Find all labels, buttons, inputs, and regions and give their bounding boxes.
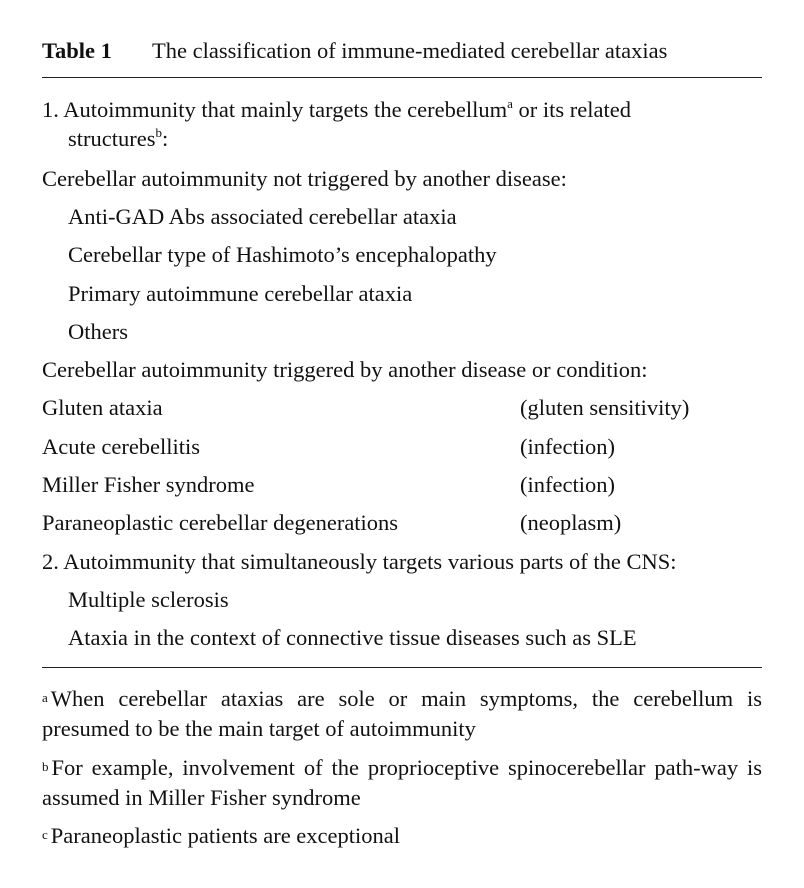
group2-row-name: Gluten ataxia (42, 395, 163, 420)
section1-text-d: : (161, 126, 169, 151)
footnote-text: For example, involvement of the proprioceptive spinocerebellar path-way is assumed in Miller Fisher syndrome (42, 755, 762, 810)
group2-row-name: Paraneoplastic cerebellar degenerations (42, 510, 399, 535)
table-number: Table 1 (42, 38, 112, 63)
section1-text-c: structures (68, 126, 156, 151)
footnote-mark: a (42, 690, 48, 705)
group1-item: Primary autoimmune cerebellar ataxia (68, 281, 413, 306)
footnote-a (42, 684, 762, 744)
footnote-text: Paraneoplastic patients are exceptional (50, 823, 401, 848)
footnote-b (42, 753, 762, 813)
group2-row-trigger: (neoplasm) (520, 510, 622, 535)
footnote-c (42, 821, 762, 851)
group1-item: Others (68, 319, 128, 344)
section2-heading: 2. Autoimmunity that simultaneously targets various parts of the CNS: (42, 549, 677, 574)
footnote-ref-b: b (155, 125, 162, 140)
table-title: The classification of immune-mediated cerebellar ataxias (152, 38, 668, 63)
footnote-mark: b (42, 759, 49, 774)
section1-line2 (68, 125, 169, 151)
group2-row-name: Acute cerebellitis (42, 434, 201, 459)
section1-text-b: or its related (512, 97, 631, 122)
group2-row-trigger: (infection) (520, 434, 615, 459)
bottom-rule (42, 667, 762, 668)
group2-row-trigger: (gluten sensitivity) (520, 395, 690, 420)
group1-heading: Cerebellar autoimmunity not triggered by another disease: (42, 166, 567, 191)
group2-row-trigger: (infection) (520, 472, 615, 497)
section2-item: Ataxia in the context of connective tissue diseases such as SLE (68, 625, 637, 650)
group2-heading: Cerebellar autoimmunity triggered by another disease or condition: (42, 357, 648, 382)
section1-line1 (42, 96, 631, 122)
group2-row-name: Miller Fisher syndrome (42, 472, 255, 497)
section2-item: Multiple sclerosis (68, 587, 229, 612)
group1-item: Anti-GAD Abs associated cerebellar ataxia (68, 204, 457, 229)
footnote-text: When cerebellar ataxias are sole or main symptoms, the cerebellum is presumed to be the main target of autoimmunity (42, 686, 762, 741)
footnote-mark: c (42, 827, 48, 842)
table-caption (42, 38, 667, 64)
footnote-ref-a: a (507, 96, 513, 111)
group1-item: Cerebellar type of Hashimoto’s encephalopathy (68, 242, 497, 267)
section1-text-a: 1. Autoimmunity that mainly targets the cerebellum (42, 97, 508, 122)
top-rule (42, 77, 762, 78)
